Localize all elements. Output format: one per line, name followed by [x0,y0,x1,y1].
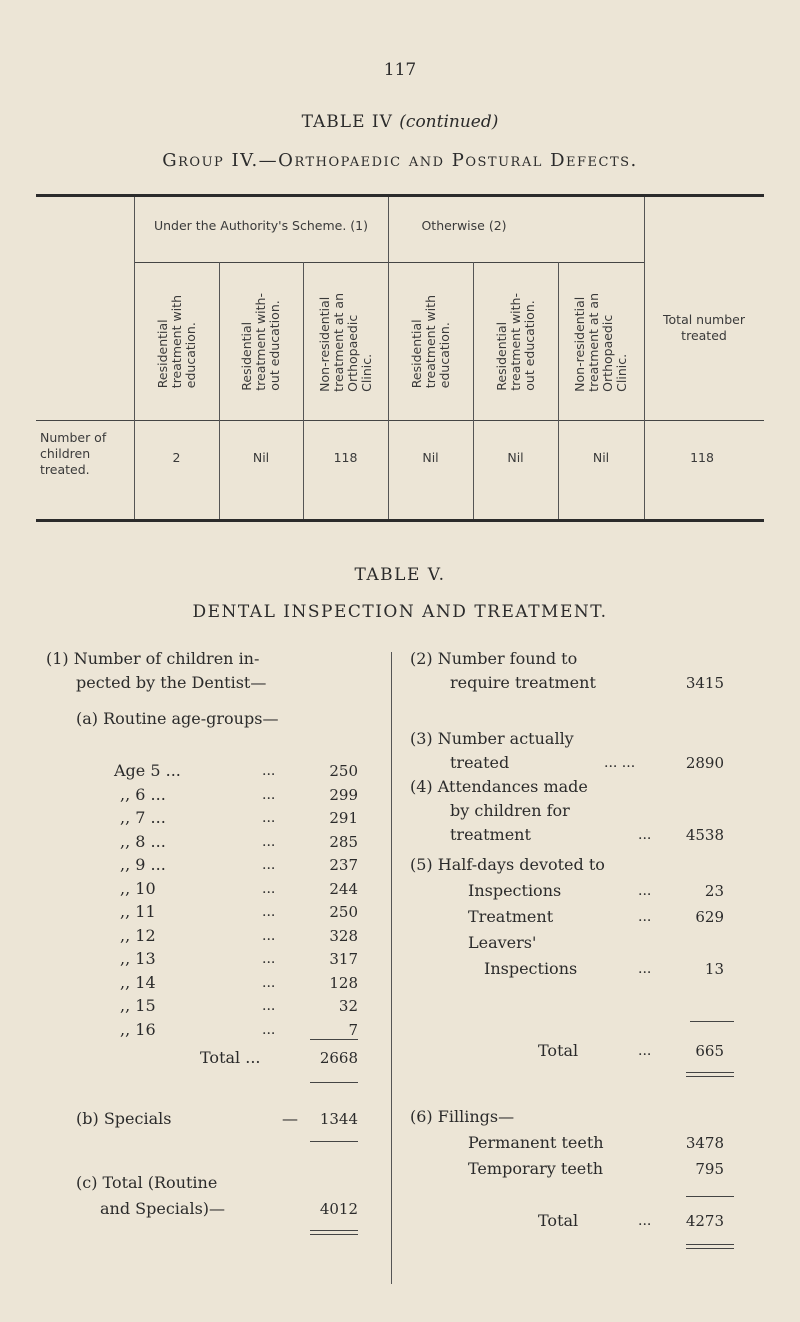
age-dots: ... [262,998,276,1014]
col-header-text: Non-residential treatment at an Orthopaedic Clinic. [316,292,374,392]
table-cell: Nil [507,450,524,465]
age-value: 7 [348,1020,358,1039]
col-header-5 [474,266,557,418]
age-value: 328 [329,926,358,945]
double-rule [686,1248,734,1249]
age-value: 244 [329,879,358,898]
table-cell: Nil [422,450,439,465]
sum-rule [310,1141,358,1142]
age-label: ,, 16 [120,1019,156,1039]
routine-label: (a) Routine age-groups— [76,709,279,728]
table4-vline [134,197,135,519]
age-label: ,, 15 [120,996,156,1015]
table-cell: 118 [333,450,358,465]
group1-header: Under the Authority's Scheme. (1) [153,218,368,233]
col-header-3 [304,266,387,418]
table4-header-rule [36,420,764,421]
table-cell: Nil [592,450,610,465]
double-rule [310,1230,358,1231]
age-value: 299 [329,785,358,804]
table5-heading: DENTAL INSPECTION AND TREATMENT. [192,602,608,622]
item1-line2: pected by the Dentist— [76,673,267,692]
double-rule [686,1076,734,1077]
inspections-label: Inspections [468,881,562,900]
table4-top-rule [36,194,764,197]
age-dots: ... [262,951,276,967]
routine-total-value: 2668 [319,1049,358,1067]
leavers-dots: ... [638,961,652,977]
table4-title [0,112,800,132]
grand-total-value: 4012 [319,1200,358,1218]
age-dots: ... [262,1021,276,1038]
age-label: ,, 10 [120,878,156,898]
item4-value: 4538 [685,826,724,844]
age-label: ,, 8 ... [120,831,166,851]
sum-rule [690,1021,734,1022]
item4-line1: (4) Attendances made [410,777,588,796]
routine-total-label: Total ... [200,1048,261,1067]
table4-vline [644,197,645,519]
age-value: 32 [338,997,358,1015]
double-rule [686,1072,734,1073]
inspections-dots: ... [638,883,652,899]
age-dots: ... [262,857,276,873]
item3-dots: ... ... [604,755,636,771]
permanent-label: Permanent teeth [468,1133,604,1152]
age-dots: ... [262,974,276,991]
sum-rule [310,1039,358,1040]
age-value: 317 [329,950,358,968]
treatment-dots: ... [638,909,652,925]
item3-value: 2890 [685,754,724,772]
age-value: 291 [329,809,358,827]
temporary-label: Temporary teeth [468,1159,604,1178]
age-value: 237 [329,856,358,874]
age-dots: ... [262,880,276,897]
table4-continued: (continued) [399,112,499,132]
age-dots: ... [262,786,276,803]
treatment-label: Treatment [468,907,554,926]
item1-line1: (1) Number of children in- [46,649,260,668]
age-label: ,, 14 [120,972,156,992]
age-dots: ... [262,810,276,826]
age-label: Age 5 ... [114,761,181,780]
halfdays-total-label: Total [538,1041,579,1060]
row-label: Number of children treated. [40,430,107,477]
double-rule [310,1234,358,1235]
col-header-text: Residential treatment with- out education. [493,293,537,391]
col-header-2 [220,266,302,418]
col-header-text: Non-residential treatment at an Orthopaedic Clinic. [572,292,629,392]
specials-label: (b) Specials [76,1109,172,1128]
fillings-total-dots: ... [638,1213,652,1229]
table-cell: Nil [252,450,270,465]
table4-bottom-rule [36,519,764,522]
fillings-total-value: 4273 [685,1212,724,1230]
item2-value: 3415 [685,674,724,692]
age-dots: ... [262,833,276,850]
halfdays-total-dots: ... [638,1043,652,1059]
inspections-value: 23 [704,882,724,900]
table-cell: 2 [172,450,181,465]
total-line1: (c) Total (Routine [76,1173,218,1192]
age-label: ,, 13 [120,949,156,968]
column-divider [391,652,392,1284]
age-value: 128 [329,973,358,992]
double-rule [686,1244,734,1245]
item2-line2: require treatment [450,673,596,692]
age-label: ,, 11 [120,902,156,921]
sum-rule [686,1196,734,1197]
item3-line1: (3) Number actually [410,729,574,748]
specials-dash: — [282,1109,298,1128]
item4-dots: ... [638,827,652,843]
item4-line2: by children for [450,801,570,820]
table-cell: 118 [690,450,714,465]
permanent-value: 3478 [685,1134,724,1152]
age-value: 285 [329,832,358,851]
col-header-4 [389,266,472,418]
table4-group-rule [134,262,644,263]
col-header-1 [136,266,218,418]
sum-rule [310,1082,358,1083]
temporary-value: 795 [695,1160,724,1178]
item6-label: (6) Fillings— [410,1107,515,1126]
age-value: 250 [329,903,358,921]
group-heading: Group IV.—Orthopaedic and Postural Defects. [162,150,638,171]
col-header-text: Residential treatment with education. [408,295,452,389]
item3-line2: treated [450,753,510,772]
col-header-text: Residential treatment with education. [155,295,198,389]
age-dots: ... [262,927,276,944]
table4-title-text: TABLE IV [301,112,393,132]
item4-line3: treatment [450,825,531,844]
total-line2: and Specials)— [100,1199,226,1218]
leavers-value: 13 [704,960,724,978]
leavers-line2: Inspections [484,959,578,978]
age-label: ,, 6 ... [120,784,166,804]
age-value: 250 [329,762,358,780]
group2-header: Otherwise (2) [421,218,507,233]
table5-title: TABLE V. [354,565,446,585]
age-label: ,, 9 ... [120,855,166,874]
col-header-6 [559,266,643,418]
treatment-value: 629 [695,908,724,926]
age-label: ,, 12 [120,925,156,945]
page-number: 117 [383,60,417,80]
fillings-total-label: Total [538,1211,579,1230]
item2-line1: (2) Number found to [410,649,578,668]
item5-label: (5) Half-days devoted to [410,855,605,874]
age-dots: ... [262,763,276,779]
age-dots: ... [262,904,276,920]
halfdays-total-value: 665 [695,1042,724,1060]
age-label: ,, 7 ... [120,808,166,827]
specials-value: 1344 [319,1110,358,1128]
col-header-text: Residential treatment with- out education. [239,293,282,391]
total-header: Total number treated [663,312,745,343]
leavers-line1: Leavers' [468,933,537,952]
